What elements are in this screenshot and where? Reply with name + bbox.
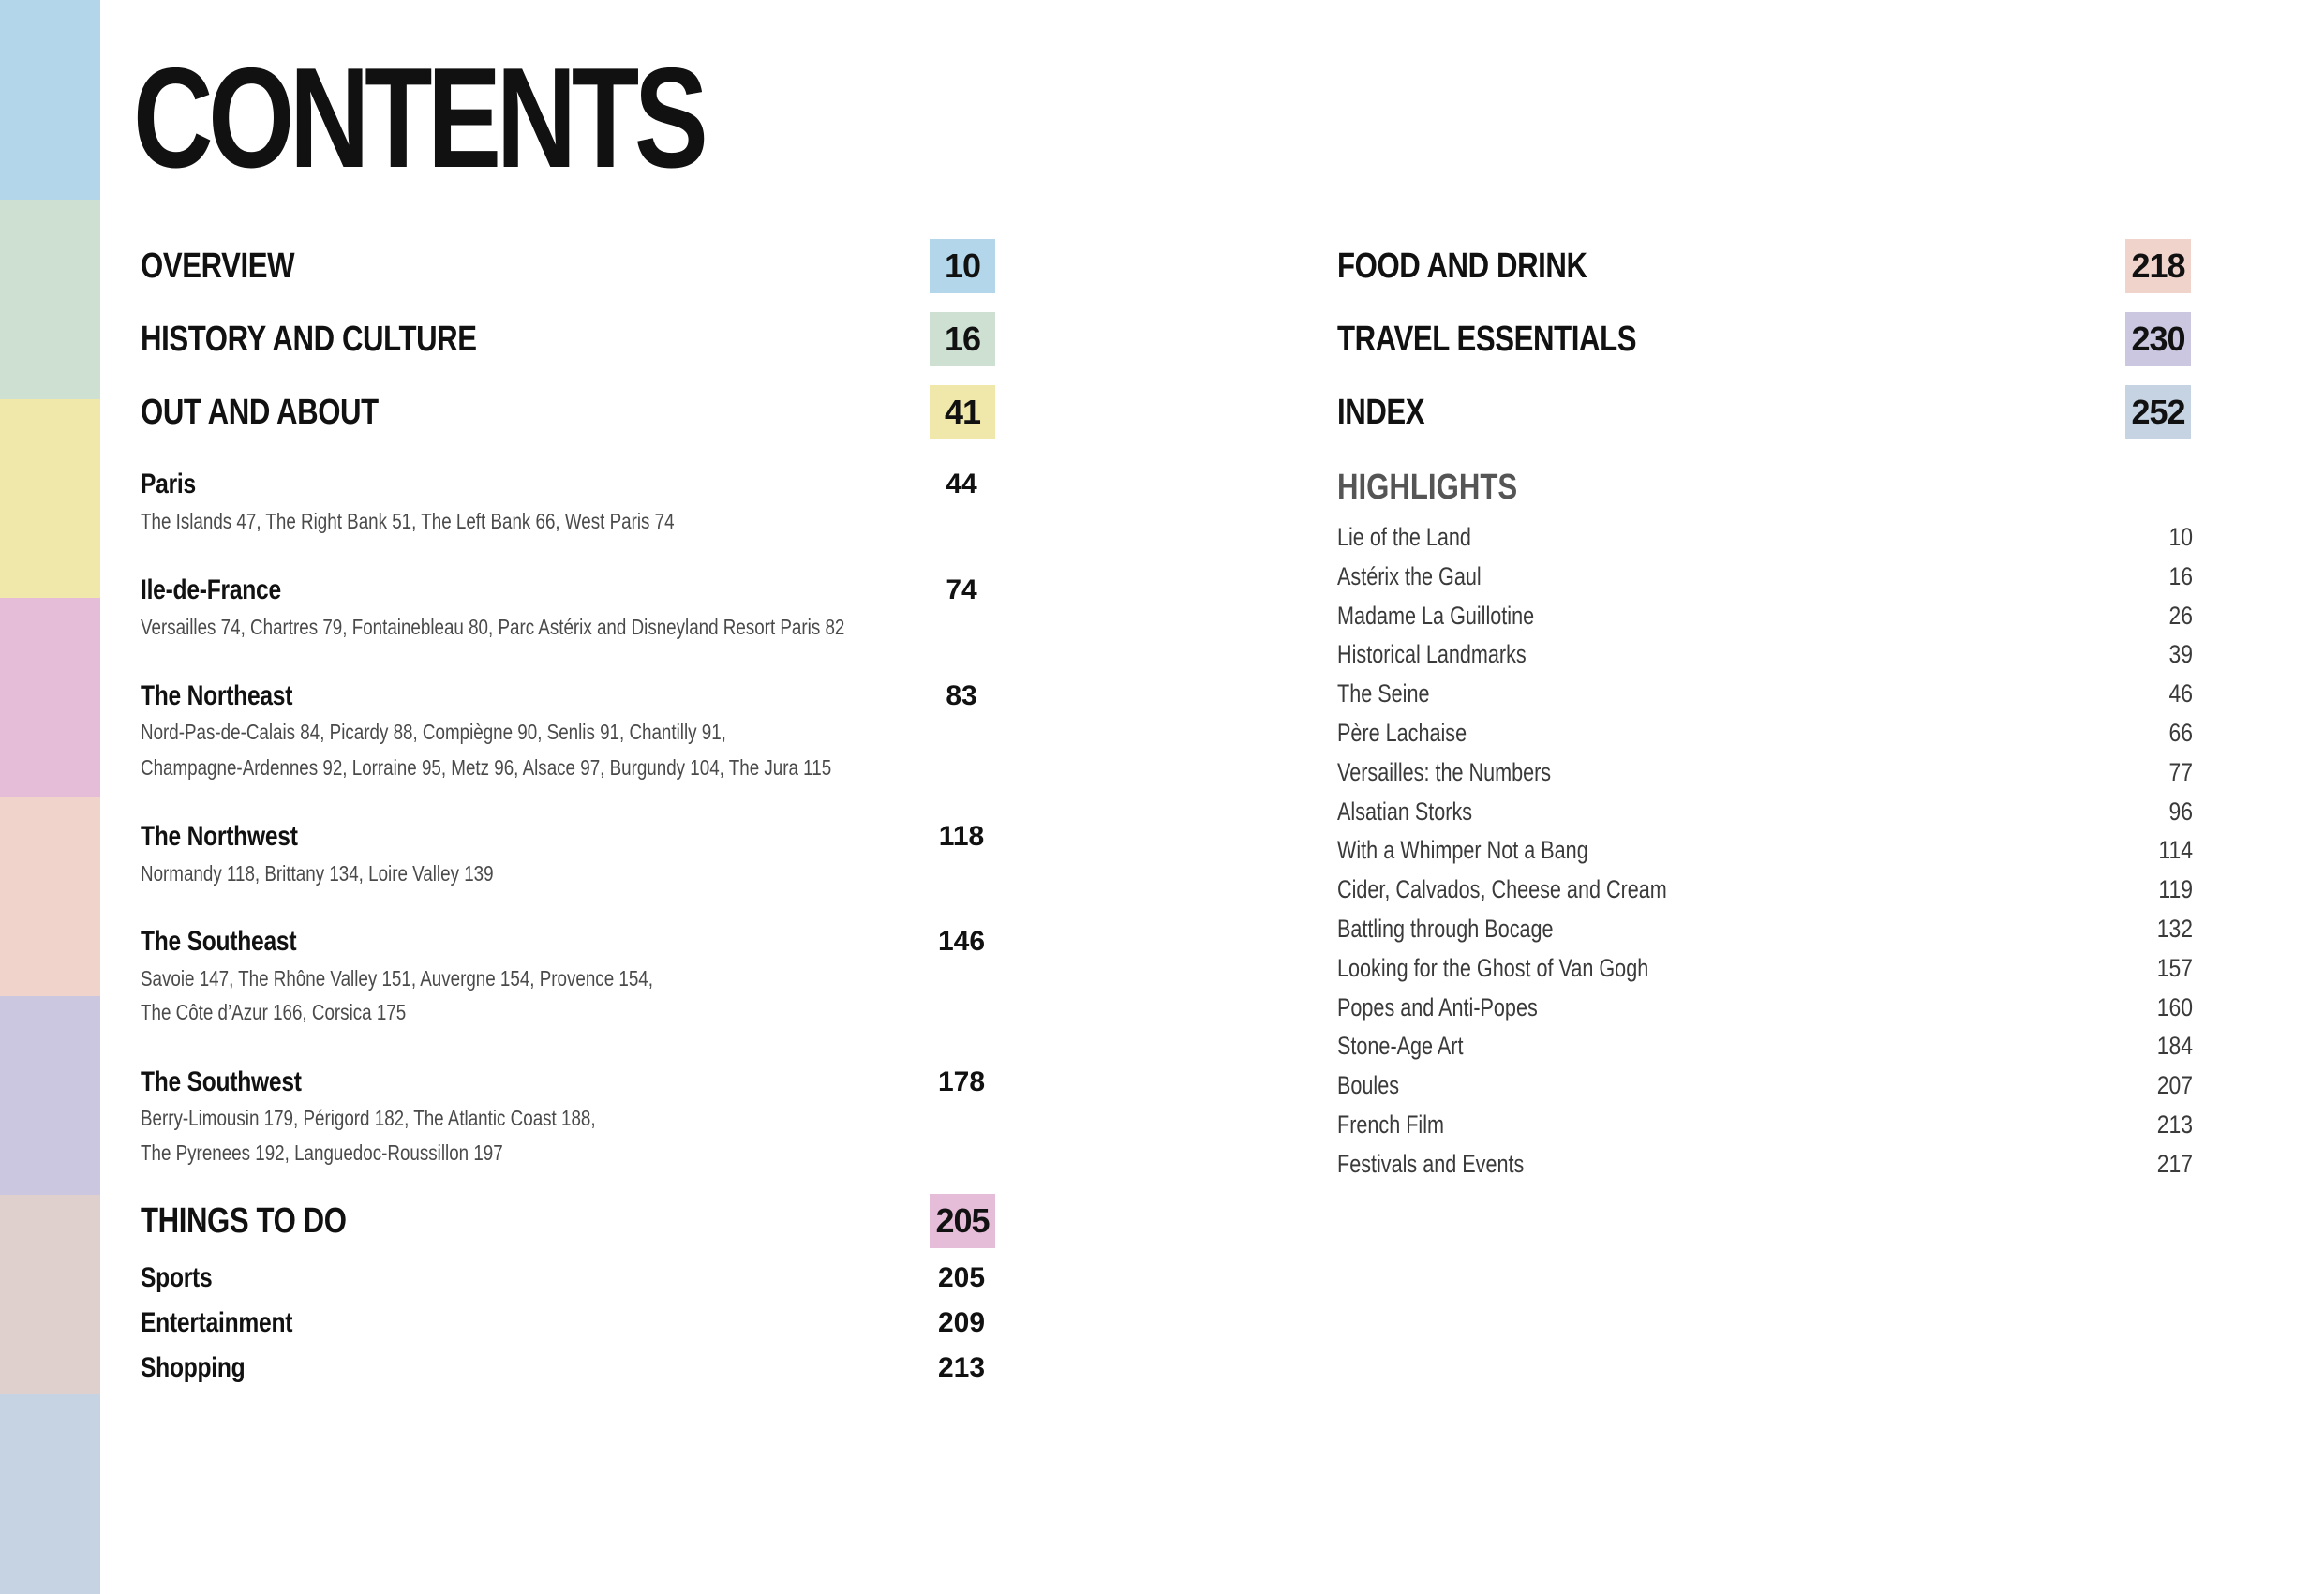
highlight-page: 16 [2168,561,2193,590]
section-color-bar [0,0,100,1594]
highlight-page: 77 [2168,757,2193,786]
things-to-do-page-box: 205 [930,1194,995,1248]
food-page-box: 218 [2125,239,2191,293]
page-title: CONTENTS [133,38,704,198]
region-page: 146 [937,926,986,957]
region-title[interactable]: Ile-de-France [141,574,281,605]
activity-page: 205 [937,1262,986,1293]
highlight-title[interactable]: Historical Landmarks [1337,640,1527,669]
index-page-box: 252 [2125,385,2191,439]
highlight-title[interactable]: Battling through Bocage [1337,915,1554,943]
color-stripe [0,1394,100,1594]
section-out-and-about[interactable]: OUT AND ABOUT [141,393,379,432]
region-subitems: The Côte d’Azur 166, Corsica 175 [141,1000,407,1024]
highlight-page: 217 [2156,1149,2193,1178]
section-things-to-do[interactable]: THINGS TO DO [141,1201,347,1241]
highlight-title[interactable]: Popes and Anti-Popes [1337,992,1538,1021]
activity-page: 209 [937,1307,986,1338]
color-stripe [0,598,100,797]
region-title[interactable]: Paris [141,469,196,499]
highlight-title[interactable]: The Seine [1337,679,1430,708]
overview-page-box: 10 [930,239,995,293]
highlight-title[interactable]: Lie of the Land [1337,523,1471,551]
highlight-page: 26 [2168,601,2193,630]
region-subitems: Champagne-Ardennes 92, Lorraine 95, Metz 96, Alsace 97, Burgundy 104, The Jura 115 [141,755,832,780]
region-title[interactable]: The Southwest [141,1066,302,1097]
region-page: 74 [946,574,977,605]
color-stripe [0,200,100,399]
highlight-page: 10 [2168,523,2193,551]
region-page: 83 [946,680,977,711]
highlight-page: 96 [2168,797,2193,826]
activity-title[interactable]: Sports [141,1262,213,1293]
region-subitems: Versailles 74, Chartres 79, Fontainebleau 80, Parc Astérix and Disneyland Resort Paris 82 [141,615,845,639]
highlight-page: 66 [2168,719,2193,747]
region-title[interactable]: The Southeast [141,926,297,957]
highlight-title[interactable]: French Film [1337,1110,1445,1139]
highlight-title[interactable]: Looking for the Ghost of Van Gogh [1337,953,1649,982]
highlight-title[interactable]: Madame La Guillotine [1337,601,1535,630]
highlight-page: 184 [2156,1032,2193,1061]
highlight-page: 46 [2168,679,2193,708]
highlight-title[interactable]: Festivals and Events [1337,1149,1525,1178]
history-page-box: 16 [930,312,995,366]
highlight-title[interactable]: Alsatian Storks [1337,797,1473,826]
out-and-about-page-box: 41 [930,385,995,439]
region-page: 118 [938,821,985,852]
region-page: 44 [946,469,977,499]
region-subitems: The Islands 47, The Right Bank 51, The Left Bank 66, West Paris 74 [141,509,675,533]
region-subitems: Normandy 118, Brittany 134, Loire Valley 139 [141,861,494,886]
highlight-title[interactable]: Versailles: the Numbers [1337,757,1552,786]
highlight-title[interactable]: With a Whimper Not a Bang [1337,836,1588,865]
color-stripe [0,399,100,598]
highlight-page: 39 [2168,640,2193,669]
highlight-page: 157 [2156,953,2193,982]
color-stripe [0,1195,100,1394]
highlight-title[interactable]: Père Lachaise [1337,719,1467,747]
section-overview[interactable]: OVERVIEW [141,246,295,286]
section-food-and-drink[interactable]: FOOD AND DRINK [1337,246,1587,286]
color-stripe [0,996,100,1195]
highlights-heading: HIGHLIGHTS [1337,468,1518,507]
highlight-title[interactable]: Astérix the Gaul [1337,561,1482,590]
highlight-page: 114 [2158,836,2193,865]
region-subitems: Nord-Pas-de-Calais 84, Picardy 88, Compiègne 90, Senlis 91, Chantilly 91, [141,720,726,744]
region-subitems: The Pyrenees 192, Languedoc-Roussillon 197 [141,1140,503,1165]
region-subitems: Savoie 147, The Rhône Valley 151, Auvergne 154, Provence 154, [141,966,653,991]
travel-page-box: 230 [2125,312,2191,366]
activity-title[interactable]: Entertainment [141,1307,293,1338]
color-stripe [0,797,100,996]
region-title[interactable]: The Northeast [141,680,293,711]
highlight-page: 160 [2156,992,2193,1021]
highlight-page: 207 [2156,1071,2193,1100]
activity-title[interactable]: Shopping [141,1352,246,1383]
highlight-title[interactable]: Cider, Calvados, Cheese and Cream [1337,875,1667,904]
region-subitems: Berry-Limousin 179, Périgord 182, The Atlantic Coast 188, [141,1106,596,1130]
region-page: 178 [937,1066,986,1097]
highlight-page: 132 [2156,915,2193,943]
highlight-title[interactable]: Boules [1337,1071,1400,1100]
section-index[interactable]: INDEX [1337,393,1425,432]
highlight-page: 213 [2156,1110,2193,1139]
activity-page: 213 [937,1352,986,1383]
section-travel-essentials[interactable]: TRAVEL ESSENTIALS [1337,320,1637,359]
section-history[interactable]: HISTORY AND CULTURE [141,320,477,359]
highlight-title[interactable]: Stone-Age Art [1337,1032,1464,1061]
color-stripe [0,0,100,200]
region-title[interactable]: The Northwest [141,821,298,852]
highlight-page: 119 [2158,875,2193,904]
